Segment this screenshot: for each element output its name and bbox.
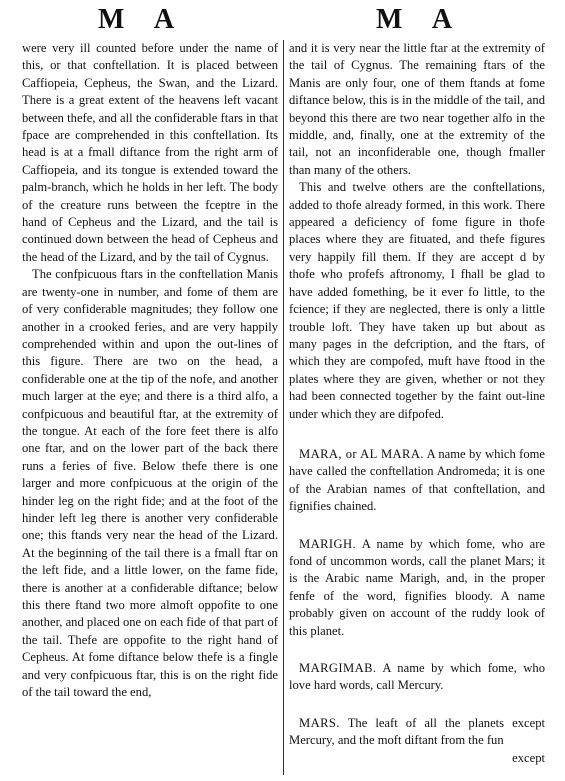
paragraph: and it is very near the little ftar at the extremity of the tail of Cygnus. The remaining ftars of the Manis are only four, one of them ftands at fome diftance below, this is in the middle of the tail, and beyond this there are two near together alfo in the middle, and, finally, one at the extremity of the tail, not an inconfiderable one, though fmaller than many of the others. (289, 41, 545, 177)
running-header-right: M A (375, 4, 465, 35)
spacer (289, 516, 545, 536)
catchword: except (512, 750, 545, 765)
spacer (289, 423, 545, 446)
spacer (289, 640, 545, 660)
left-column (22, 40, 278, 701)
running-header-left: M A (97, 4, 187, 35)
column-divider (283, 40, 284, 775)
entry-text: A name by which fome have called the conftellation Andromeda; it is one of the Arabian names of that conftellation, and fignifies chained. (289, 446, 545, 514)
right-column (289, 40, 545, 767)
entry-margimab (289, 660, 545, 695)
paragraph: This and twelve others are the conftellations, added to thofe already formed, in this work. There appeared a deficiency of fome figure in thofe places where they are fituated, and thefe figures very happily fill them. If they are accept d by thofe who profefs aftronomy, I fhall be glad to have added fomething, be it ever fo little, to the fcience; if they are neglected, there is only a little trouble loft. They have taken up but about as many pages in the defcription, and the ftars, of which they are compofed, muft have ftood in the plates where they are given, whether or not they had been connected together by the faint out-line under which they are difpofed. (289, 180, 545, 421)
entry-text: A name by which fome, who are fond of uncommon words, call the planet Mars; it is the Arabic name Marigh, and, in the proper fenfe of the word, fignifies bloody. A name probably given on account of the ruddy look of this planet. (289, 536, 545, 638)
entry-term: MARS. (299, 715, 340, 730)
spacer (289, 695, 545, 715)
entry-mara (289, 446, 545, 516)
paragraph: The confpicuous ftars in the conftellation Manis are twenty-one in number, and fome of them are of very confiderable magnitudes; they follow one another in a crooked feries, and are very happily comprehended within and upon the out-lines of this figure. There are two on the head, a confiderable one at the tip of the nofe, and another much larger at the eye; and there is a third alfo, a confpicuous and beautiful ftar, at the extremity of the tongue. At each of the fore feet there is alfo one ftar, and on the lower part of the back there runs a feries of five. Below thefe there is one larger and more confpicuous at the origin of the hinder leg on the right fide; and at the foot of the hinder left leg there is another very confiderable one; this ftands very near the head of the Lizard. At the beginning of the tail there is a fmall ftar on the left fide, and a little lower, on the fame fide, there is another at a confiderable diftance; below this there ftand two more almoft oppofite to one another, and placed one on each fide of that part of the tail. Thefe are oppofite to the right hand of Cepheus. At fome diftance below thefe is a fingle and very confpicuous ftar, this is on the right fide of the tail toward the end, (22, 267, 278, 700)
entry-marigh (289, 536, 545, 640)
entry-term: MARGIMAB. (299, 661, 377, 675)
entry-term: MARA, or AL MARA. (299, 446, 424, 461)
paragraph: were very ill counted before under the name of this, or that conftellation. It is placed between Caffiopeia, Cepheus, the Swan, and the Lizard. There is a great extent of the heavens left vacant between thefe, and all the confiderable ftars in that fpace are comprehended in this conftellation. Its head is at a fmall diftance from the right arm of Caffiopeia, and its tongue is extended toward the palm-branch, which he holds in her left. The body of the creature runs between the fceptre in the hand of Cepheus and the Lizard, and the tail is continued down between the head of Cepheus and the head of the Lizard, and by the tail of Cygnus. (22, 41, 278, 264)
entry-text: The leaft of all the planets except Mercury, and the moft diftant from the fun (289, 715, 546, 748)
entry-mars (289, 715, 545, 750)
entry-term: MARIGH. (299, 536, 357, 551)
entry-text: A name by which fome, who love hard words, call Mercury. (289, 661, 545, 693)
